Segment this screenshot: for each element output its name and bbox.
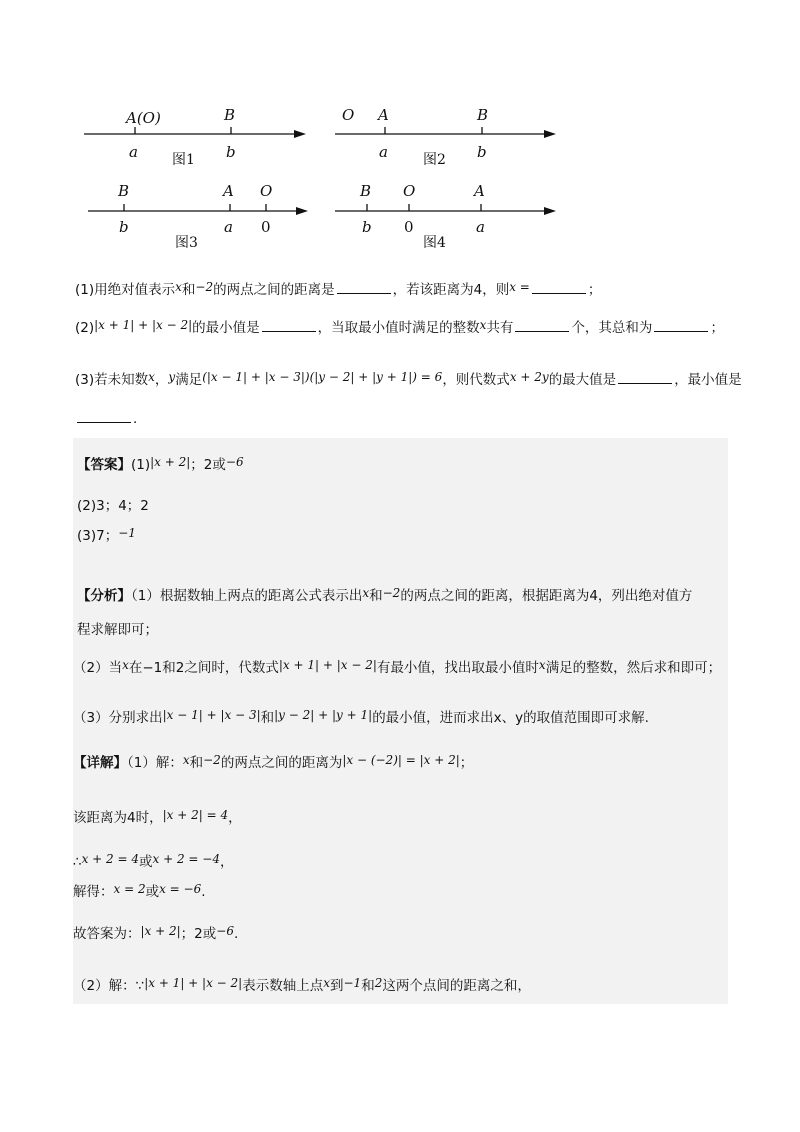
solution-box [73,438,728,1004]
fig1-value-b: b [226,143,236,161]
figure-1 [84,106,306,168]
analysis-line-1: 【分析】（1）根据数轴上两点的距离公式表示出x和−2的两点之间的距离，根据距离为4，列出绝对值方 [77,586,693,604]
fig4-value-0: 0 [404,218,414,236]
fig3-value-0: 0 [261,218,271,236]
fig4-point-A-label: A [474,182,485,200]
detail-line-2: 该距离为4时，|x + 2| = 4， [73,808,242,826]
detail-line-4: 解得：x = 2或x = −6. [73,882,206,900]
question-2: (2)|x + 1| + |x − 2|的最小值是 ，当取最小值时满足的整数x共有 个，其总和为 ； [75,318,724,336]
answer-blank [262,319,316,332]
fig2-point-O-label: O [342,106,355,124]
figure-3 [88,182,308,251]
fig2-value-b: b [477,143,487,161]
detail-line-6: （2）解：∵|x + 1| + |x − 2|表示数轴上点x到−1和2这两个点间的距离之和， [73,976,531,994]
fig3-value-b: b [119,218,129,236]
fig4-value-b: b [362,218,372,236]
answer-blank [77,410,131,423]
answer-blank [515,319,569,332]
fig1-point-B-label: B [224,106,236,124]
detail-line-1: 【详解】（1）解：x和−2的两点之间的距离为|x − (−2)| = |x + 2|； [73,753,474,771]
answer-blank [532,281,586,294]
number-line-figures [0,0,800,260]
answer-blank [618,371,672,384]
fig1-caption: 图1 [172,152,195,168]
analysis-line-4: （3）分别求出|x − 1| + |x − 3|和|y − 2| + |y + 1|的最小值，进而求出x、y的取值范围即可求解. [73,708,649,726]
figure-4 [335,182,556,251]
answer-line-2: (2)3；4；2 [77,498,149,514]
fig3-point-B-label: B [118,182,130,200]
fig4-point-O-label: O [403,182,416,200]
fig3-point-O-label: O [260,182,273,200]
fig1-value-a: a [129,143,138,161]
analysis-line-3: （2）当x在−1和2之间时，代数式|x + 1| + |x − 2|有最小值，找出取最小值时x满足的整数，然后求和即可； [73,658,722,676]
fig4-caption: 图4 [423,235,446,251]
question-3-continued: . [75,410,137,427]
fig2-point-A-label: A [378,106,389,124]
fig4-value-a: a [476,218,485,236]
fig3-point-A-label: A [223,182,234,200]
fig3-caption: 图3 [175,235,198,251]
answer-blank [337,281,391,294]
answer-line-3: (3)7；−1 [77,526,136,544]
fig2-caption: 图2 [423,152,446,168]
detail-line-5: 故答案为：|x + 2|；2或−6. [73,924,239,942]
question-3: (3)若未知数x，y满足(|x − 1| + |x − 3|)(|y − 2| + |y + 1|) = 6，则代数式x + 2y的最大值是 ，最小值是 [75,370,742,388]
fig3-value-a: a [224,218,233,236]
figure-2 [335,106,556,168]
fig4-point-B-label: B [360,182,372,200]
fig2-value-a: a [379,143,388,161]
answer-line-1: 【答案】(1)|x + 2|；2或−6 [77,455,244,473]
fig1-point-A-label: A(O) [126,109,161,127]
detail-line-3: ∴x + 2 = 4或x + 2 = −4， [73,852,234,870]
question-1: (1)用绝对值表示x和−2的两点之间的距离是 ，若该距离为4，则x = ； [75,280,602,298]
answer-blank [654,319,708,332]
analysis-line-2: 程求解即可； [77,622,158,638]
fig2-point-B-label: B [477,106,489,124]
